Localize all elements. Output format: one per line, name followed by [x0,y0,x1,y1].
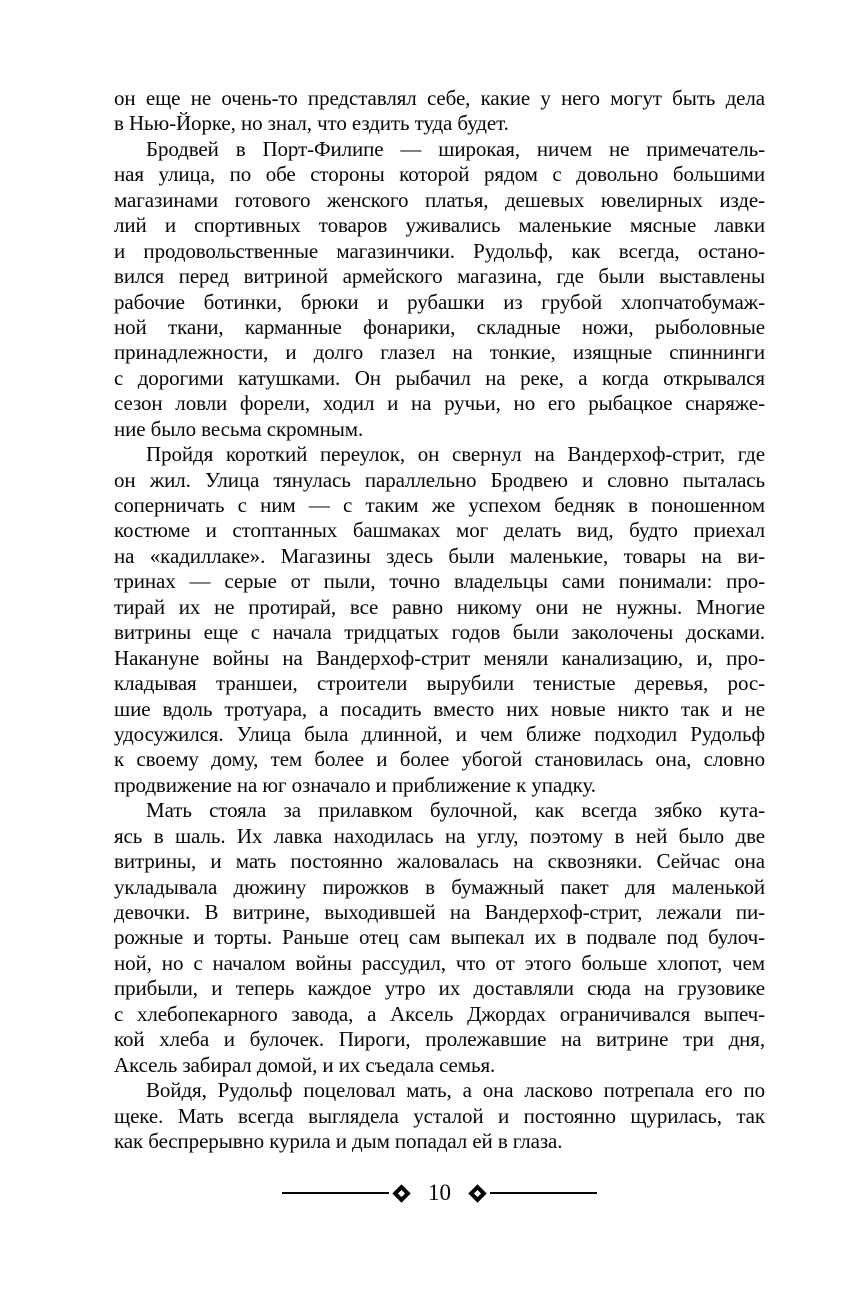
text-line: как беспрерывно курила и дым попадал ей в глаза. [114,1128,563,1153]
paragraph [114,442,765,798]
text-line: лий и спортивных товаров уживались маленькие мясные лавки [114,213,765,238]
text-line: на «кадиллаке». Магазины здесь были маленькие, товары на ви- [114,543,765,568]
text-line: укладывала дюжину пирожков в бумажный пакет для маленькой [114,874,765,899]
text-line: ясь в шаль. Их лавка находилась на углу, поэтому в ней было две [114,823,765,848]
text-line: принадлежности, и долго глазел на тонкие, изящные спиннинги [114,340,765,365]
text-line: тирай их не протирай, все равно никому они не нужны. Многие [114,594,765,619]
text-line: Войдя, Рудольф поцеловал мать, а она ласково потрепала его по [146,1078,765,1103]
text-line: рабочие ботинки, брюки и рубашки из грубой хлопчатобумаж- [114,289,765,314]
text-line: витрины еще с начала тридцатых годов были заколочены досками. [114,620,765,645]
text-line: с дорогими катушками. Он рыбачил на реке, а когда открывался [114,365,765,390]
text-line: магазинами готового женского платья, дешевых ювелирных изде- [114,187,765,212]
text-line: ной, но с началом войны рассудил, что от этого больше хлопот, чем [114,950,765,975]
text-block [114,86,765,1154]
text-line: удосужился. Улица была длинной, и чем ближе подходил Рудольф [114,721,765,746]
text-line: и продовольственные магазинчики. Рудольф, как всегда, остано- [114,238,765,263]
text-line: прибыли, и теперь каждое утро их доставляли сюда на грузовике [114,976,765,1001]
diamond-ornament-right-icon [468,1184,486,1202]
text-line: Аксель забирал домой, и их съедала семья. [114,1052,496,1077]
footer-rule-right [490,1192,597,1194]
footer-rule-left [282,1192,389,1194]
paragraph [114,1078,765,1154]
text-line: Мать стояла за прилавком булочной, как всегда зябко кута- [146,798,765,823]
text-line: в Нью-Йорке, но знал, что ездить туда будет. [114,111,509,136]
text-line: к своему дому, тем более и более убогой становилась она, словно [114,747,765,772]
text-line: с хлебопекарного завода, а Аксель Джордах ограничивался выпеч- [114,1001,765,1026]
text-line: ная улица, по обе стороны которой рядом с довольно большими [114,162,765,187]
text-line: он жил. Улица тянулась параллельно Бродвею и словно пыталась [114,467,765,492]
text-line: ние было весьма скромным. [114,416,364,441]
text-line: кладывая траншеи, строители вырубили тенистые деревья, рос- [114,671,765,696]
text-line: тринах — серые от пыли, точно владельцы сами понимали: про- [114,569,765,594]
text-line: он еще не очень-то представлял себе, какие у него могут быть дела [114,86,765,110]
text-line: Пройдя короткий переулок, он свернул на Вандерхоф-стрит, где [146,442,765,467]
text-line: девочки. В витрине, выходившей на Вандерхоф-стрит, лежали пи- [114,900,765,924]
paragraph [114,137,765,442]
paragraph [114,86,765,137]
text-line: сезон ловли форели, ходил и на ручьи, но его рыбацкое снаряже- [114,391,765,416]
text-line: продвижение на юг означало и приближение к упадку. [114,772,596,797]
diamond-ornament-left-icon [392,1184,410,1202]
text-line: Бродвей в Порт-Филипе — широкая, ничем не примечатель- [146,136,765,161]
page-footer [114,1180,765,1206]
text-line: соперничать с ним — с таким же успехом бедняк в поношенном [114,493,765,517]
text-line: витрины, и мать постоянно жаловалась на сквозняки. Сейчас она [114,849,765,874]
text-line: рожные и торты. Раньше отец сам выпекал их в подвале под булоч- [114,925,765,950]
paragraph [114,798,765,1078]
text-line: ной ткани, карманные фонарики, складные ножи, рыболовные [114,314,765,339]
page-number: 10 [428,1179,451,1205]
text-line: вился перед витриной армейского магазина, где были выставлены [114,264,765,289]
text-line: щеке. Мать всегда выглядела усталой и постоянно щурилась, так [114,1103,765,1128]
text-line: Накануне войны на Вандерхоф-стрит меняли канализацию, и, про- [114,645,765,670]
text-line: кой хлеба и булочек. Пироги, пролежавшие на витрине три дня, [114,1027,765,1052]
text-line: шие вдоль тротуара, а посадить вместо них новые никто так и не [114,696,765,721]
text-line: костюме и стоптанных башмаках мог делать вид, будто приехал [114,518,765,543]
